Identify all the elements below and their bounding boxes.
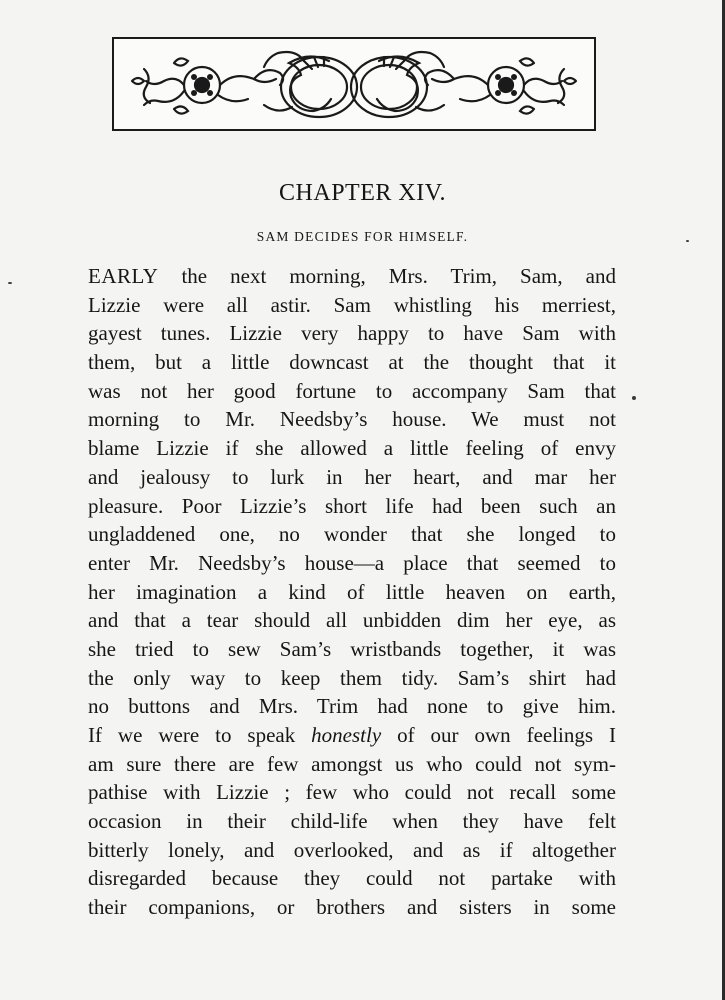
text-line: occasion in their child-life when they have felt — [88, 809, 616, 834]
text-line: she tried to sew Sam’s wristbands together, it was — [88, 636, 616, 661]
text-line: disregarded because they could not partake with — [88, 866, 616, 891]
ornamental-headpiece-icon — [114, 39, 594, 129]
chapter-title: CHAPTER XIV. — [279, 180, 446, 206]
print-speck — [8, 282, 12, 284]
text-line: and that a tear should all unbidden dim her eye, as — [88, 608, 616, 633]
chapter-subtitle: SAM DECIDES FOR HIMSELF. — [256, 229, 469, 244]
print-speck — [632, 396, 636, 400]
text-line-content: the next morning, Mrs. Trim, Sam, and — [158, 264, 616, 288]
text-line: morning to Mr. Needsby’s house. We must not — [88, 407, 616, 432]
print-speck — [686, 240, 689, 242]
text-line: blame Lizzie if she allowed a little feeling of envy — [88, 436, 616, 461]
text-line: the only way to keep them tidy. Sam’s shirt had — [88, 665, 616, 690]
text-line-after: of our own feelings I — [381, 723, 616, 747]
text-line: pleasure. Poor Lizzie’s short life had been such an — [88, 493, 616, 518]
text-line: gayest tunes. Lizzie very happy to have Sam with — [88, 321, 616, 346]
text-line: pathise with Lizzie ; few who could not recall some — [88, 780, 616, 805]
text-line: and jealousy to lurk in her heart, and mar her — [88, 464, 616, 489]
text-line: ungladdened one, no wonder that she longed to — [88, 522, 616, 547]
text-line: bitterly lonely, and overlooked, and as if altogether — [88, 837, 616, 862]
text-line — [88, 721, 616, 750]
text-line: was not her good fortune to accompany Sam that — [88, 378, 616, 403]
text-line: no buttons and Mrs. Trim had none to give him. — [88, 694, 616, 719]
text-line: her imagination a kind of little heaven on earth, — [88, 579, 616, 604]
ornamental-headpiece — [112, 37, 596, 131]
text-line — [88, 262, 616, 291]
text-line: their companions, or brothers and sisters in some — [88, 895, 616, 920]
text-line: enter Mr. Needsby’s house—a place that seemed to — [88, 550, 616, 575]
text-line: Lizzie were all astir. Sam whistling his merriest, — [88, 292, 616, 317]
chapter-body — [88, 262, 616, 922]
emphasis-word: honestly — [311, 723, 382, 747]
text-line: am sure there are few amongst us who could not sym- — [88, 751, 616, 776]
lead-word: EARLY — [88, 264, 159, 288]
text-line: them, but a little downcast at the thought that it — [88, 350, 616, 375]
text-line-before: If we were to speak — [88, 723, 312, 747]
